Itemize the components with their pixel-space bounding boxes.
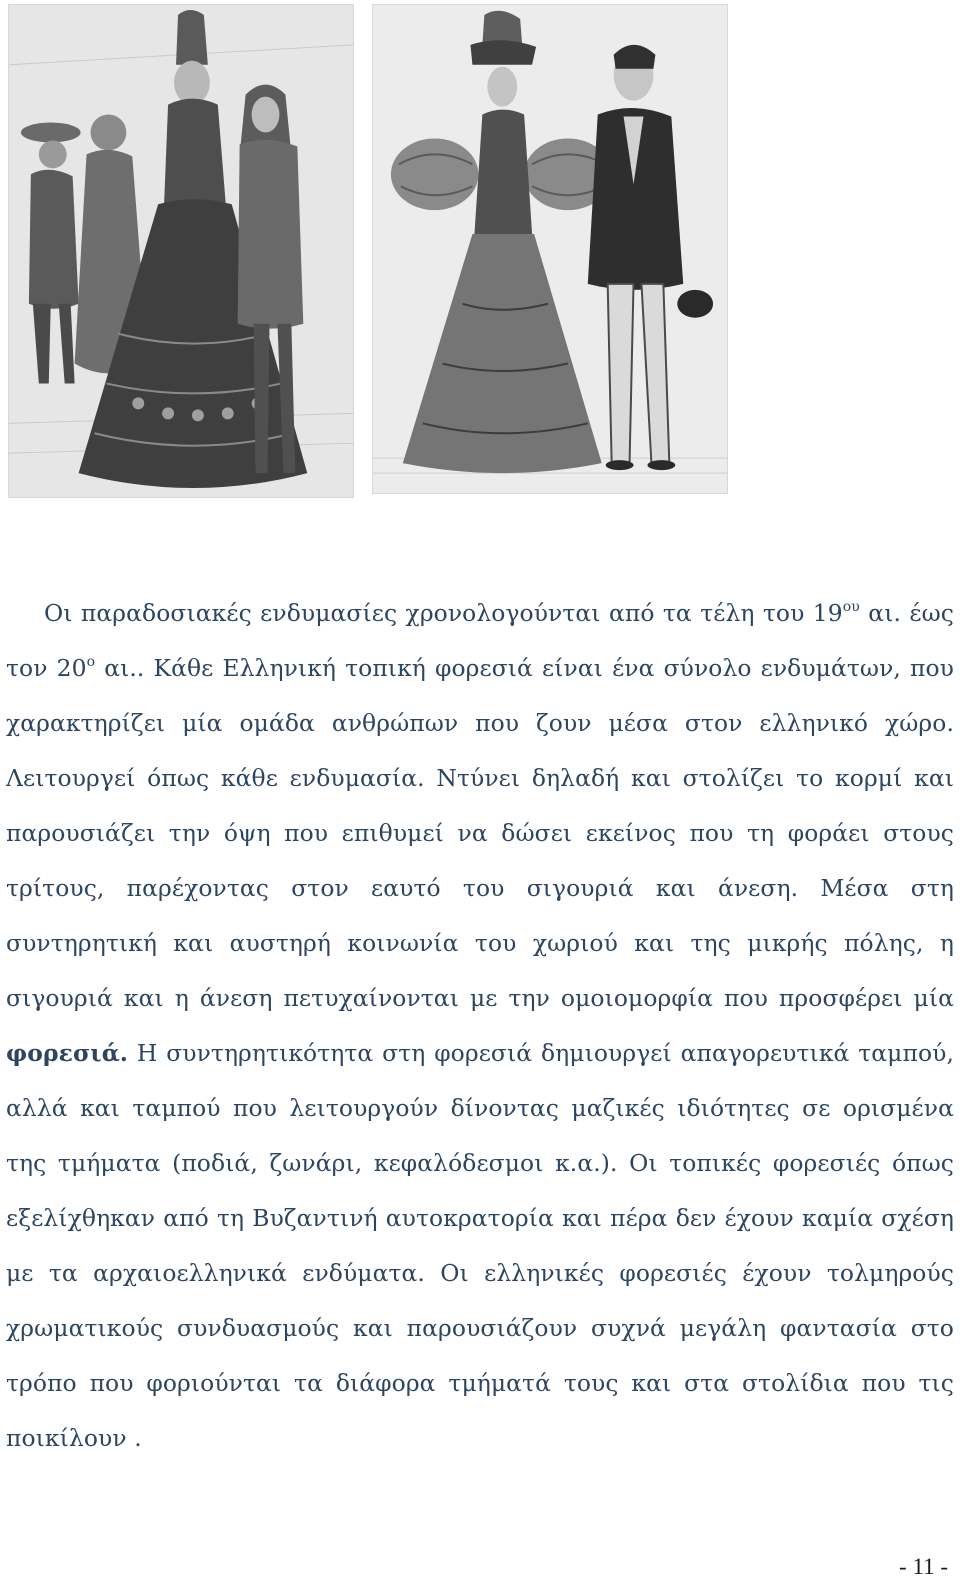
couple-19th-century-engraving [372,4,728,494]
page-number: - 11 - [899,1554,948,1579]
superscript: ο [86,654,96,670]
paragraph [6,586,954,1466]
superscript: ου [842,599,860,615]
engraving-illustration-icon [9,5,353,497]
text-segment: αι.. Κάθε Ελληνική τοπική φορεσιά είναι ένα σύνολο ενδυμάτων, που χαρακτηρίζει μία ομάδα ανθρώπων που ζουν μέσα στον ελληνικό χώρο. Λειτουργεί όπως κάθε ενδυμασία. Ντύνει δηλαδή και στολίζει το κορμί και παρουσιάζει την όψη που επιθυμεί να δώσει εκείνος που τη φοράει στους τρίτους, παρέχοντας στον εαυτό του σιγουριά και άνεση. Μέσα στη συντηρητική και αυστηρή κοινωνία του χωριού και της μικρής πόλης, η σιγουριά και η άνεση πετυχαίνονται με την ομοιομορφία που προσφέρει μία [6,654,955,1012]
text-segment: Η συντηρητικότητα στη φορεσιά δημιουργεί απαγορευτικά ταμπού, αλλά και ταμπού που λειτουργούν δίνοντας μαζικές ιδιότητες σε ορισμένα της τμήματα (ποδιά, ζωνάρι, κεφαλόδεσμοι κ.α.). Οι τοπικές φορεσιές όπως εξελίχθηκαν από τη Βυζαντινή αυτοκρατορία και πέρα δεν έχουν καμία σχέση με τα αρχαιοελληνικά ενδύματα. Οι ελληνικές φορεσιές έχουν τολμηρούς χρωματικούς συνδυασμούς και παρουσιάζουν συχνά μεγάλη φαντασία στο τρόπο που φοριούνται τα διάφορα τμήματά τους και στα στολίδια που τις ποικίλουν . [6,1039,954,1452]
bold-term: φορεσιά. [6,1039,129,1067]
body-text [6,586,954,1466]
text-segment: έως τον 20 [6,599,954,682]
baroque-group-engraving [8,4,354,498]
text-segment: αι. [859,599,902,627]
text-segment: Οι παραδοσιακές ενδυμασίες χρονολογούνται από τα τέλη του 19 [44,599,843,627]
engraving-illustration-icon [373,5,727,493]
